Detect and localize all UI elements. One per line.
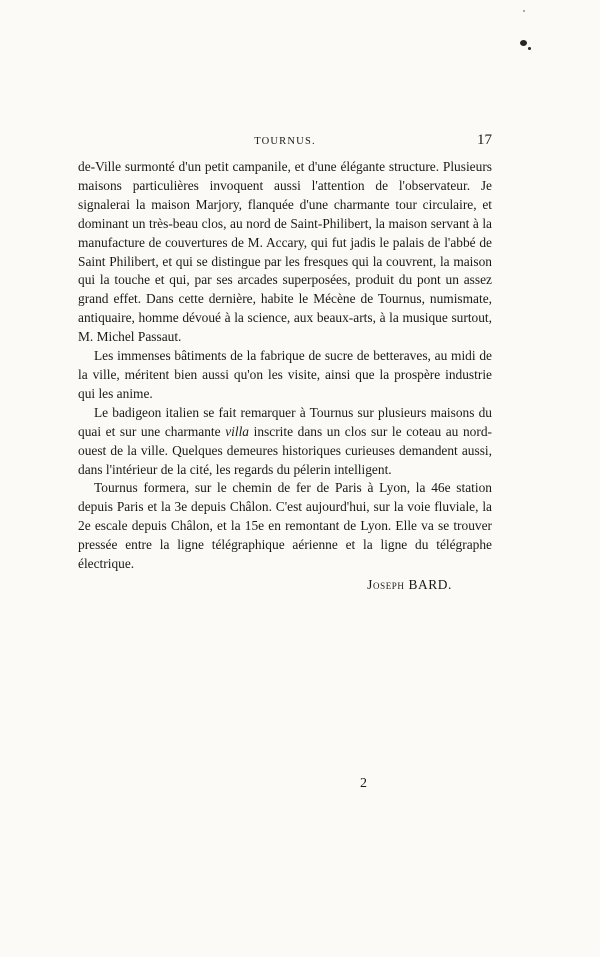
- paragraph-3-text-b: inscrite dans un clos sur le coteau au nord-ouest de la ville. Quelques demeures historiques curieuses demandent aussi, dans l'intérieur de la cité, les regards du pélerin intelligent.: [78, 423, 492, 477]
- signature-mark: 2: [360, 776, 367, 791]
- body-text: [78, 158, 492, 595]
- paragraph-2: Les immenses bâtiments de la fabrique de sucre de betteraves, au midi de la ville, méritent bien aussi qu'on les visite, ainsi que la prospère industrie qui les anime.: [78, 348, 492, 401]
- running-head: [78, 132, 492, 152]
- ink-speck: [523, 10, 525, 12]
- paragraph-3-text-a: Le badigeon italien se fait remarquer à Tournus sur plusieurs maisons du quai et sur une charmante: [78, 404, 492, 439]
- paragraph-3-italic: villa: [225, 423, 250, 439]
- paragraph-3: [78, 404, 492, 480]
- page-number: 17: [477, 132, 492, 148]
- ink-smudge: [520, 40, 527, 46]
- author-signature: Joseph BARD.: [367, 576, 452, 592]
- paragraph-4: Tournus formera, sur le chemin de fer de Paris à Lyon, la 46e station depuis Paris et la 3e depuis Châlon. C'est aujourd'hui, sur la voie fluviale, la 2e escale depuis Châlon, et la 15e en remontant de Lyon. Elle va se trouver pressée entre la ligne télégraphique aérienne et la ligne du télégraphe électrique.: [78, 480, 492, 572]
- paragraph-1: de-Ville surmonté d'un petit campanile, et d'une élégante structure. Plusieurs maisons particulières invoquent aussi l'attention de l'observateur. Je signalerai la maison Marjory, flanquée d'une charmante tour circulaire, et dominant un très-beau clos, au nord de Saint-Philibert, la maison servant à la manufacture de couvertures de M. Accary, qui fut jadis le palais de l'abbé de Saint Philibert, et qui se distingue par les fresques qui la couvrent, la maison qui la touche et qui, par ses arcades superposées, produit du pont un assez grand effet. Dans cette dernière, habite le Mécène de Tournus, numismate, antiquaire, homme dévoué à la science, aux beaux-arts, à la musique surtout, M. Michel Passaut.: [78, 159, 492, 345]
- running-title: TOURNUS.: [254, 136, 316, 147]
- ink-speck: [528, 47, 531, 50]
